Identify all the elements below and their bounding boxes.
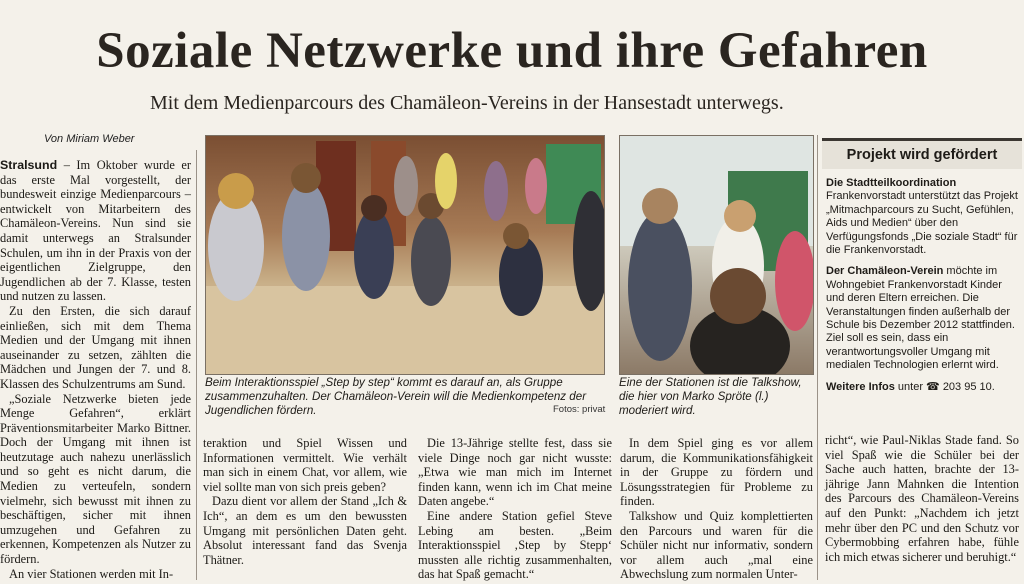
headline: Soziale Netzwerke und ihre Gefahren: [96, 23, 928, 79]
paragraph: richt“, wie Paul-Niklas Stade fand. So viel Spaß wie die Schüler bei der Sache auch hatten, brachte der 13-jährige Jann Mahnken die Intention des Parcours des Chamäleon-Vereins auf den Punkt: „Nachdem ich jetzt mehr über den PC und den Schutz vor Cybermobbing erfahren habe, fühle ich mich etwas sicherer und beruhigt.“: [825, 433, 1019, 564]
paragraph: Talkshow und Quiz komplettierten den Parcours und waren für die Schüler nicht nur informativ, sondern vor allem auch „mal eine Abwechslung zum normalen Unter-: [620, 508, 813, 582]
paragraph: Zu den Ersten, die sich darauf einließen, sich mit dem Thema Medien und der Umgang mit ihnen auseinander zu setzen, zählten die Mädchen und Jungen der 7. und 8. Klassen des Schulzentrums am Sund.: [0, 303, 191, 391]
paragraph: In dem Spiel ging es vor allem darum, die Kommunikationsfähigkeit in der Gruppe zu fördern und Lösungsstrategien für Probleme zu finden.: [620, 436, 813, 509]
article-column-3: [418, 436, 612, 582]
subheadline: Mit dem Medienparcours des Chamäleon-Vereins in der Hansestadt unterwegs.: [150, 92, 784, 114]
info-text: möchte im Wohngebiet Frankenvorstadt Kinder und deren Eltern erreichen. Die Veranstaltungen finden außerhalb der Schule bis Dezember 2012 stattfinden. Ziel soll es sein, dass ein verantwortungsvoller Umgang mit medialen Technologien erlernt wird.: [826, 265, 1015, 372]
info-text: unter ☎ 203 95 10.: [894, 380, 995, 393]
paragraph: teraktion und Spiel Wissen und Informationen vermittelt. Wie verhält man sich in einem Chat, vor allem, wie viel sollte man von sich preis geben?: [203, 436, 407, 494]
info-paragraph: [826, 177, 1018, 257]
column-divider: [196, 150, 197, 580]
info-box: [822, 138, 1022, 425]
info-paragraph: [826, 265, 1018, 372]
photo-interaction-game: [205, 135, 605, 375]
photo-talkshow: [619, 135, 814, 375]
info-lead: Die Stadtteilkoordination: [826, 177, 957, 189]
info-text: Frankenvorstadt unterstützt das Projekt „Mitmachparcours zu Sucht, Gefühlen, Aids und Medien“ über den Verfügungsfonds „Die soziale Stadt“ für die Frankenvorstadt.: [826, 190, 1018, 257]
byline: Von Miriam Weber: [44, 133, 135, 145]
photo-illustration: [206, 136, 604, 374]
paragraph: Die 13-Jährige stellte fest, dass sie viele Dinge noch gar nicht wusste: „Etwa wie man mich im Internet finden kann, wenn ich im Chat meine Daten angebe.“: [418, 436, 612, 509]
info-lead: Der Chamäleon-Verein: [826, 265, 944, 278]
paragraph: „Soziale Netzwerke bieten jede Menge Gefahren“, erklärt Präventionsmitarbeiter Marko Bittner. Doch der Umgang mit ihnen ist heutzutage auch nahezu unerlässlich und so geht es nicht darum, die Medien zu verteufeln, sondern vielmehr, sich bewusst mit ihnen zu beschäftigen, sicher mit ihnen umzugehen und Gefahren zu erkennen, Kompetenzen als Nutzer zu fördern.: [0, 391, 191, 567]
photo-caption-2: Eine der Stationen ist die Talkshow, die hier von Marko Spröte (l.) moderiert wird.: [619, 376, 802, 417]
paragraph: Dazu dient vor allem der Stand „Ich & Ich“, an dem es um den bewussten Umgang mit persönlichen Daten geht. Absolut interessant fand das Svenja Thätner.: [203, 494, 407, 567]
photo-credit: Fotos: privat: [553, 404, 606, 415]
article-column-4: [620, 436, 813, 582]
lead-paragraph: [0, 158, 191, 304]
info-box-title: Projekt wird gefördert: [822, 141, 1022, 169]
photo-caption-1: Beim Interaktionsspiel „Step by step“ kommt es darauf an, als Gruppe zusammenzuhalten. Der Chamäleon-Verein will die Medienkompetenz der Jugendlichen fördern.: [205, 376, 587, 417]
article-column-5: [825, 433, 1019, 564]
lead-text: – Im Oktober wurde er das erste Mal vorgestellt, der bundesweit einzige Medienparcours – entwickelt von Mitarbeitern des Chamäleon-Vereins. Nun sind sie damit unterwegs an Stralsunder Schulen, um ihn in der Praxis von der eigentlichen Zielgruppe, den Jugendlichen ab der 7. Klasse, testen und nutzen zu lassen.: [0, 158, 191, 304]
bleed-through-text: [0, 0, 1024, 24]
paragraph: An vier Stationen werden mit In-: [9, 566, 174, 581]
column-divider: [817, 135, 818, 580]
photo-illustration: [620, 136, 813, 374]
dateline: Stralsund: [0, 158, 58, 172]
article-column-1: [0, 158, 191, 581]
paragraph: Eine andere Station gefiel Steve Lebing am besten. „Beim Interaktionsspiel ‚Step by Stepp‘ mussten alle richtig zusammenhalten, das hat Spaß gemacht.“: [418, 508, 612, 582]
article-column-2: [203, 436, 407, 567]
info-lead: Weitere Infos: [826, 380, 895, 393]
info-paragraph: [826, 381, 1018, 394]
